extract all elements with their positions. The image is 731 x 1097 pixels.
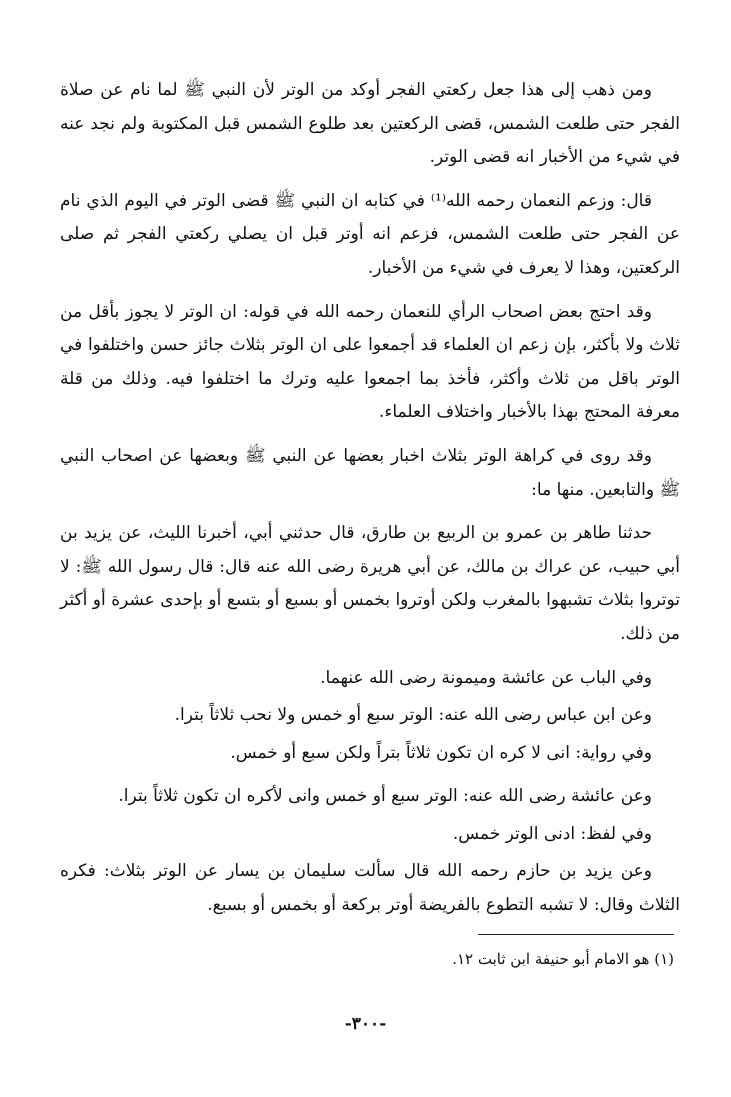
paragraph-5: حدثنا طاهر بن عمرو بن الربيع بن طارق، قال حدثني أبي، أخبرنا الليث، عن يزيد بن أبي حبيب، عن عراك بن مالك، عن أبي هريرة رضى الله عنه قال: قال رسول الله ﷺ: لا توتروا بثلاث تشبهوا بالمغرب ولكن أوتروا بخمس أو بسبع أو بتسع أو بإحدى عشرة أو أكثر من ذلك. (60, 523, 680, 644)
paragraph-8: وفي رواية: انى لا كره ان تكون ثلاثاً بتراً ولكن سبع أو خمس. (230, 742, 652, 763)
footnote: (١) هو الامام أبو حنيفة ابن ثابت ١٢. (452, 950, 674, 968)
page-number: -٣٠٠- (344, 1014, 387, 1034)
paragraph-7: وعن ابن عباس رضى الله عنه: الوتر سبع أو خمس ولا نحب ثلاثاً بترا. (174, 705, 652, 726)
paragraph-4: وقد روى في كراهة الوتر بثلاث اخبار بعضها عن النبي ﷺ وبعضها عن اصحاب النبي ﷺ والتابعين. منها ما: (60, 445, 680, 500)
paragraph-10: وفي لفظ: ادنى الوتر خمس. (452, 823, 652, 844)
paragraph-3: وقد احتج بعض اصحاب الرأي للنعمان رحمه الله في قوله: ان الوتر لا يجوز بأقل من ثلاث ولا بأكثر، بإن زعم ان العلماء قد أجمعوا على ان الوتر بثلاث جائز حسن واختلفوا في الوتر باقل من ثلاث وأكثر، فأخذ بما اجمعوا عليه وترك ما اختلفوا فيه. وذلك من قلة معرفة المحتج بهذا بالأخبار واختلاف العلماء. (60, 301, 680, 423)
paragraph-9: وعن عائشة رضى الله عنه: الوتر سبع أو خمس وانى لأكره ان تكون ثلاثاً بترا. (118, 786, 652, 807)
paragraph-2: قال: وزعم النعمان رحمه الله⁽¹⁾ في كتابه ان النبي ﷺ قضى الوتر في اليوم الذي نام عن الفجر حتى طلعت الشمس، فزعم انه أوتر قبل ان يصلي ركعتي الفجر ثم صلى الركعتين، وهذا لا يعرف في شيء من الأخبار. (60, 190, 680, 278)
footnote-divider (478, 934, 674, 935)
paragraph-1: ومن ذهب إلى هذا جعل ركعتي الفجر أوكد من الوتر لأن النبي ﷺ لما نام عن صلاة الفجر حتى طلعت الشمس، قضى الركعتين بعد طلوع الشمس قبل المكتوبة ولم نجد عنه في شيء من الأخبار انه قضى الوتر. (60, 80, 680, 168)
paragraph-11: وعن يزيد بن حازم رحمه الله قال سألت سليمان بن يسار عن الوتر بثلاث: فكره الثلاث وقال: لا تشبه التطوع بالفريضة أوتر بركعة أو بخمس أو بسبع. (60, 861, 680, 916)
paragraph-6: وفي الباب عن عائشة وميمونة رضى الله عنهما. (320, 667, 652, 688)
page-body (60, 74, 680, 933)
